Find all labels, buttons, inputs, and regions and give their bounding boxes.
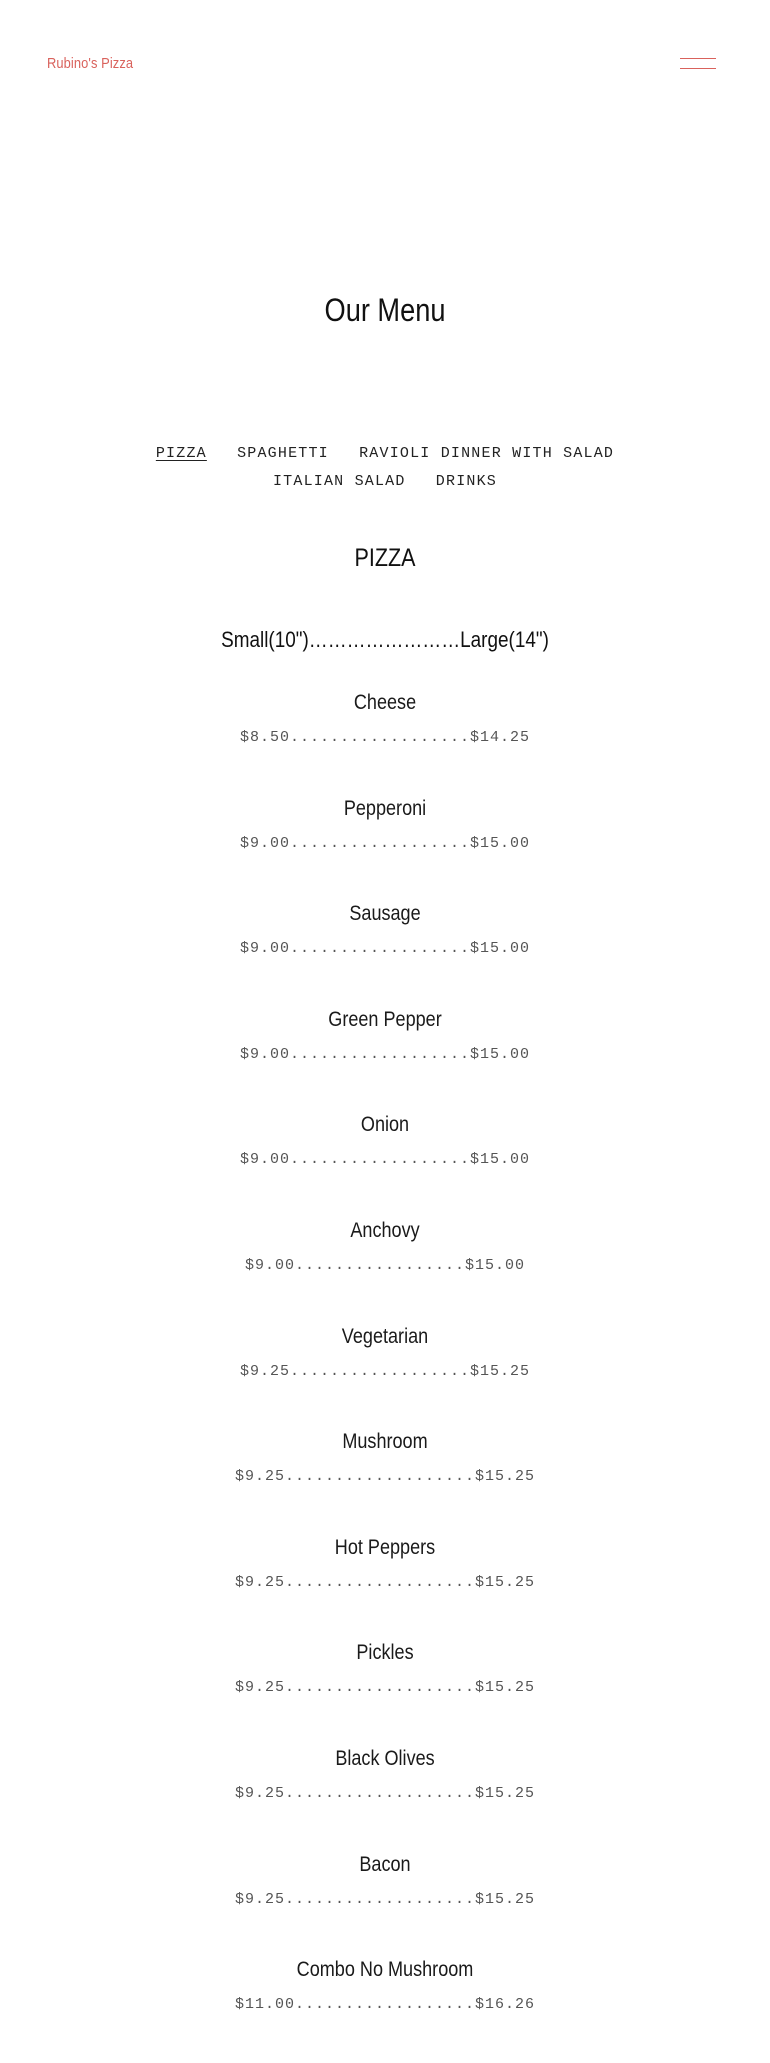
menu-item-price: $11.00..................$16.26 xyxy=(234,1996,536,2014)
menu-item-price: $9.00..................$15.00 xyxy=(239,1151,531,1169)
menu-item xyxy=(0,1957,770,2063)
hamburger-menu-icon[interactable] xyxy=(680,55,718,75)
brand-logo-link[interactable]: Rubino's Pizza xyxy=(47,55,134,72)
menu-item-list xyxy=(0,690,770,2063)
tab-italian-salad[interactable]: ITALIAN SALAD xyxy=(272,473,406,490)
menu-item-price: $9.00..................$15.00 xyxy=(239,940,531,958)
menu-item-name: Mushroom xyxy=(342,1430,428,1454)
menu-item-name: Black Olives xyxy=(335,1746,435,1770)
menu-item-price: $9.00..................$15.00 xyxy=(239,834,531,852)
menu-item-price: $9.00.................$15.00 xyxy=(244,1256,526,1274)
menu-item-price: $9.00..................$15.00 xyxy=(239,1045,531,1063)
menu-item-name: Hot Peppers xyxy=(334,1535,436,1559)
menu-item-name: Bacon xyxy=(359,1852,411,1876)
menu-item-price: $9.25...................$15.25 xyxy=(234,1573,536,1591)
tab-pizza[interactable]: PIZZA xyxy=(155,445,207,462)
page-title: Our Menu xyxy=(324,292,446,328)
menu-item-name: Cheese xyxy=(353,691,417,714)
menu-item-price: $9.25...................$15.25 xyxy=(234,1468,536,1486)
menu-category-tabs xyxy=(110,440,660,496)
menu-item-price: $9.25...................$15.25 xyxy=(234,1890,536,1908)
menu-item-price: $9.25..................$15.25 xyxy=(239,1362,531,1380)
menu-item xyxy=(0,1535,770,1641)
menu-item-price: $8.50..................$14.25 xyxy=(239,729,531,746)
menu-item xyxy=(0,1429,770,1535)
size-header: Small(10")……………………Large(14") xyxy=(221,627,549,652)
menu-item xyxy=(0,1852,770,1958)
site-header xyxy=(0,0,770,130)
section-title: PIZZA xyxy=(354,544,416,572)
menu-item-name: Pepperoni xyxy=(343,796,427,820)
menu-item-price: $9.25...................$15.25 xyxy=(234,1784,536,1802)
menu-item xyxy=(0,901,770,1007)
menu-item xyxy=(0,1007,770,1113)
menu-item-name: Onion xyxy=(360,1113,410,1137)
menu-item-name: Pickles xyxy=(356,1641,414,1665)
tab-ravioli-dinner-with-salad[interactable]: RAVIOLI DINNER WITH SALAD xyxy=(359,445,615,462)
tab-drinks[interactable]: DRINKS xyxy=(435,473,498,490)
menu-line-bottom xyxy=(680,68,716,69)
menu-item-name: Anchovy xyxy=(350,1218,420,1242)
tab-spaghetti[interactable]: SPAGHETTI xyxy=(237,445,329,462)
menu-item-name: Vegetarian xyxy=(341,1324,429,1348)
menu-item xyxy=(0,1746,770,1852)
menu-item-price: $9.25...................$15.25 xyxy=(234,1679,536,1697)
menu-item xyxy=(0,690,770,796)
menu-item xyxy=(0,1324,770,1430)
menu-item xyxy=(0,796,770,902)
menu-item-name: Combo No Mushroom xyxy=(296,1958,474,1982)
menu-item xyxy=(0,1640,770,1746)
menu-item xyxy=(0,1112,770,1218)
menu-item-name: Sausage xyxy=(349,902,421,926)
menu-line-top xyxy=(680,58,716,59)
menu-item-name: Green Pepper xyxy=(328,1007,442,1031)
menu-item xyxy=(0,1218,770,1324)
